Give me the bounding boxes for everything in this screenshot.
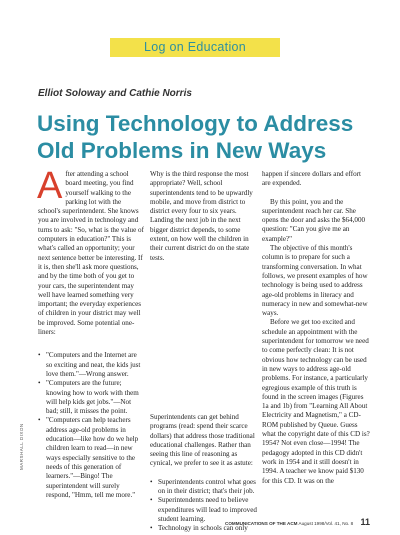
intro-text: fter attending a school board meeting, you find yourself walking to the parking lot with the school's superintendent. She knows you are involved in technology and turns to ask: "So, what is the value of computers in education?" This is what's called an opportunity; your next sentence better be interesting. If it is, then she'll ask more questions, and by the time both of you get to your cars, the superintendent may well have learned something very important; the everyday experiences of children in your district may well be improved. Some potential one-liners: bbox=[38, 170, 144, 337]
list-item: • "Computers can help teachers address age-old problems in education—like how do we help children learn to read—in new ways especially sensitive to the needs of this generation of learners."—Bingo! The superintendent will surely respond, "Hmm, tell me more." bbox=[38, 416, 144, 500]
one-liner-list bbox=[38, 351, 144, 500]
paragraph: By this point, you and the superintendent reach her car. She opens the door and asks the $64,000 question: "Can you give me an example?" bbox=[262, 197, 366, 243]
paragraph: The objective of this month's column is to prepare for such a transforming conversation. In what follows, we present examples of how technology is being used to address age-old problems in literacy and numeracy in new and somewhat-new ways. bbox=[262, 244, 368, 318]
intro-paragraph bbox=[37, 165, 144, 337]
paragraph: Before we get too excited and schedule an appointment with the superintendent for tomorrow we need to come perfectly clean: It is not obvious how technology can be used in new ways to address age-old problems. For instance, a particularly egregious example of this truth is found in the screen images (Figures 1a and 1b) from "Learning All About Electricity and Magnetism," a CD-ROM published by Queue. Guess what the copyright date of this CD is? 1954? Not even close—1994! The pedagogy adopted in this CD didn't work in 1954 and it still doesn't in 1994. A teacher we know paid $130 for this CD. It was on the bbox=[262, 318, 370, 485]
photo-credit: MARSHALL DIXON bbox=[19, 423, 24, 470]
list-item: • "Computers are the future; knowing how to work with them will help kids get jobs."—Not bad; still, it misses the point. bbox=[38, 379, 144, 416]
paragraph: Superintendents can get behind programs (read: spend their scarce dollars) that address those traditional educational challenges. Rather than seeing this line of reasoning as cynical, we prefer to see it as astute: bbox=[150, 412, 255, 468]
author-byline: Elliot Soloway and Cathie Norris bbox=[38, 88, 192, 99]
list-item: • Technology in schools can only bbox=[150, 524, 258, 533]
paragraph: Why is the third response the most appropriate? Well, school superintendents tend to be upwardly mobile, and move from district to district every four to six years. Landing the next job in the next bigger district depends, to some extent, on how well the children in their current district do on the state tests. bbox=[150, 170, 253, 262]
text-column-1 bbox=[37, 165, 144, 500]
list-item: • Superintendents control what goes on in their district; that's their job. bbox=[150, 478, 258, 497]
column-banner: Log on Education bbox=[110, 38, 280, 57]
text-column-3 bbox=[262, 170, 370, 486]
text-column-2 bbox=[150, 170, 258, 534]
article-headline: Using Technology to Address Old Problems in New Ways bbox=[37, 111, 354, 163]
list-item: • Superintendents need to believe expenditures will lead to improved student learning. bbox=[150, 496, 258, 524]
page-footer bbox=[225, 517, 370, 527]
issue-info: August 1998/Vol. 41, No. 8 bbox=[298, 521, 354, 526]
page-number: 11 bbox=[360, 517, 370, 527]
paragraph: happen if sincere dollars and effort are expended. bbox=[262, 170, 361, 188]
drop-cap: A bbox=[37, 165, 63, 207]
journal-name: COMMUNICATIONS OF THE ACM bbox=[225, 521, 298, 526]
list-item: • "Computers and the Internet are so exciting and neat, the kids just love them."—Wrong answer. bbox=[38, 351, 144, 379]
